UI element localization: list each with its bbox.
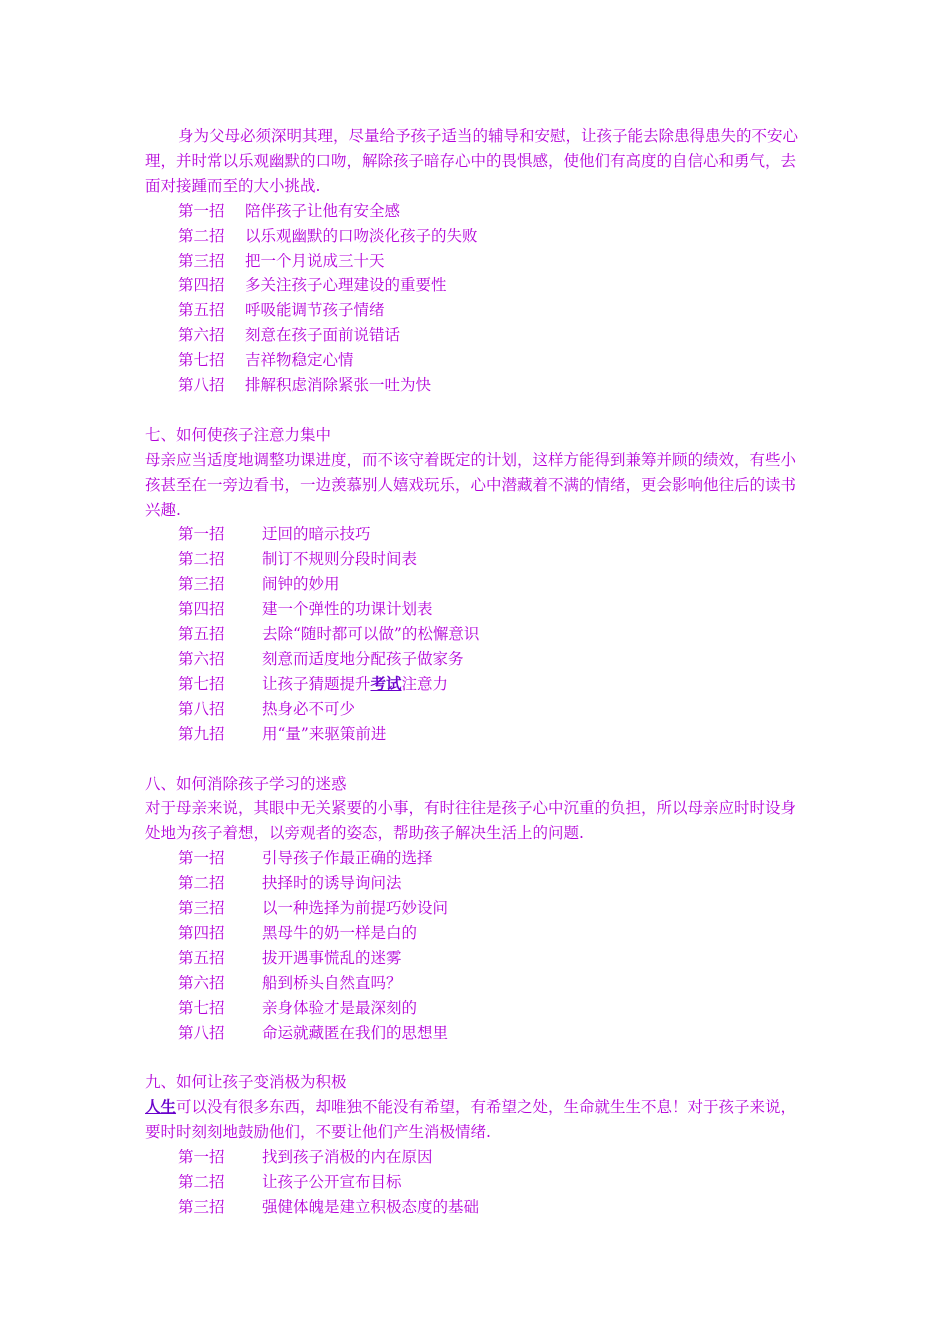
item-number: 第六招 [178,650,225,669]
item-number: 第四招 [178,600,225,619]
list-item [145,722,810,747]
list-item [145,871,810,896]
exam-link[interactable]: 考试 [370,673,402,693]
section-heading: 九、如何让孩子变消极为积极 [145,1073,347,1092]
list-item [145,1021,810,1046]
list-item [145,273,810,298]
item-number: 第五招 [178,948,225,967]
list-item [145,224,810,249]
item-number: 第七招 [178,998,225,1017]
item-number: 第八招 [178,699,225,718]
section-paragraph [145,1095,810,1145]
document-page [145,124,810,1220]
item-number: 第四招 [178,923,225,942]
item-text: 热身必不可少 [262,699,356,718]
item-text: 黑母牛的奶一样是白的 [262,923,418,942]
list-item [145,697,810,722]
list-item [145,896,810,921]
list-item [145,971,810,996]
spacer [145,1046,810,1071]
item-number: 第六招 [178,973,225,992]
item-number: 第一招 [178,201,225,220]
item-number: 第一招 [178,525,225,544]
item-number: 第八招 [178,1023,225,1042]
list-item [145,921,810,946]
list-item [145,522,810,547]
item-number: 第三招 [178,575,225,594]
item-number: 第七招 [178,674,225,693]
item-text: 强健体魄是建立积极态度的基础 [262,1197,480,1216]
list-item [145,996,810,1021]
item-text: 亲身体验才是最深刻的 [262,998,418,1017]
item-number: 第八招 [178,376,225,395]
list-item [145,547,810,572]
item-text: 引导孩子作最正确的选择 [262,849,433,868]
item-text: 刻意而适度地分配孩子做家务 [262,650,464,669]
item-text: 船到桥头自然直吗？ [262,973,402,992]
item-text-pre: 让孩子猜题提升 [262,674,371,693]
list-item [145,846,810,871]
list-item [145,348,810,373]
item-text: 闹钟的妙用 [262,575,340,594]
item-text: 去除“随时都可以做”的松懈意识 [262,625,480,644]
item-text: 迂回的暗示技巧 [262,525,371,544]
list-item [145,647,810,672]
item-text: 建一个弹性的功课计划表 [262,600,433,619]
intro-list [145,199,810,398]
spacer [145,747,810,772]
item-number: 第九招 [178,724,225,743]
list-item [145,1195,810,1220]
list-item [145,622,810,647]
life-link[interactable]: 人生 [145,1097,177,1117]
list-item [145,323,810,348]
item-text: 用“量”来驱策前进 [262,724,387,743]
section-paragraph: 对于母亲来说，其眼中无关紧要的小事，有时往往是孩子心中沉重的负担，所以母亲应时时设身处地为孩子着想，以旁观者的姿态，帮助孩子解决生活上的问题. [145,799,797,843]
item-text: 制订不规则分段时间表 [262,550,418,569]
item-text: 排解积虑消除紧张一吐为快 [245,376,432,395]
item-text: 吉祥物稳定心情 [245,351,354,370]
item-number: 第四招 [178,276,225,295]
item-number: 第二招 [178,550,225,569]
item-number: 第七招 [178,351,225,370]
list-item [145,572,810,597]
intro-paragraph: 身为父母必须深明其理，尽量给予孩子适当的辅导和安慰，让孩子能去除患得患失的不安心理，并时常以乐观幽默的口吻，解除孩子暗存心中的畏惧感，使他们有高度的自信心和勇气，去面对接踵而至的大小挑战. [145,127,799,195]
section-8-list [145,846,810,1045]
list-item [145,1145,810,1170]
section-heading: 七、如何使孩子注意力集中 [145,425,332,444]
list-item [145,249,810,274]
section-9-list [145,1145,810,1220]
item-number: 第三招 [178,899,225,918]
list-item [145,1170,810,1195]
item-text: 陪伴孩子让他有安全感 [245,201,401,220]
item-text: 以一种选择为前提巧妙设问 [262,899,449,918]
item-text: 让孩子公开宣布目标 [262,1173,402,1192]
item-text: 呼吸能调节孩子情绪 [245,301,385,320]
item-number: 第二招 [178,226,225,245]
list-item [145,373,810,398]
item-text: 抉择时的诱导询问法 [262,874,402,893]
item-text: 以乐观幽默的口吻淡化孩子的失败 [245,226,478,245]
item-number: 第一招 [178,849,225,868]
list-item [145,597,810,622]
item-text: 找到孩子消极的内在原因 [262,1148,433,1167]
item-text: 拔开遇事慌乱的迷雾 [262,948,402,967]
item-number: 第一招 [178,1148,225,1167]
section-paragraph: 母亲应当适度地调整功课进度，而不该守着既定的计划，这样方能得到兼筹并顾的绩效，有些小孩甚至在一旁边看书，一边羡慕别人嬉戏玩乐，心中潜藏着不满的情绪，更会影响他往后的读书兴趣. [145,450,797,519]
item-number: 第五招 [178,301,225,320]
item-text: 命运就藏匿在我们的思想里 [262,1023,449,1042]
section-heading: 八、如何消除孩子学习的迷惑 [145,774,347,793]
list-item [145,946,810,971]
item-number: 第三招 [178,1197,225,1216]
item-text: 把一个月说成三十天 [245,251,385,270]
item-text: 刻意在孩子面前说错话 [245,326,401,345]
list-item [145,298,810,323]
item-number: 第二招 [178,874,225,893]
item-number: 第六招 [178,326,225,345]
item-number: 第二招 [178,1173,225,1192]
spacer [145,398,810,423]
item-text-post: 注意力 [401,674,449,693]
list-item [145,672,810,697]
item-text: 多关注孩子心理建设的重要性 [245,276,447,295]
item-number: 第三招 [178,251,225,270]
list-item [145,199,810,224]
item-number: 第五招 [178,625,225,644]
section-7-list [145,522,810,746]
paragraph-text: 可以没有很多东西，却唯独不能没有希望，有希望之处，生命就生生不息！对于孩子来说，要时时刻刻地鼓励他们，不要让他们产生消极情绪. [145,1098,797,1142]
